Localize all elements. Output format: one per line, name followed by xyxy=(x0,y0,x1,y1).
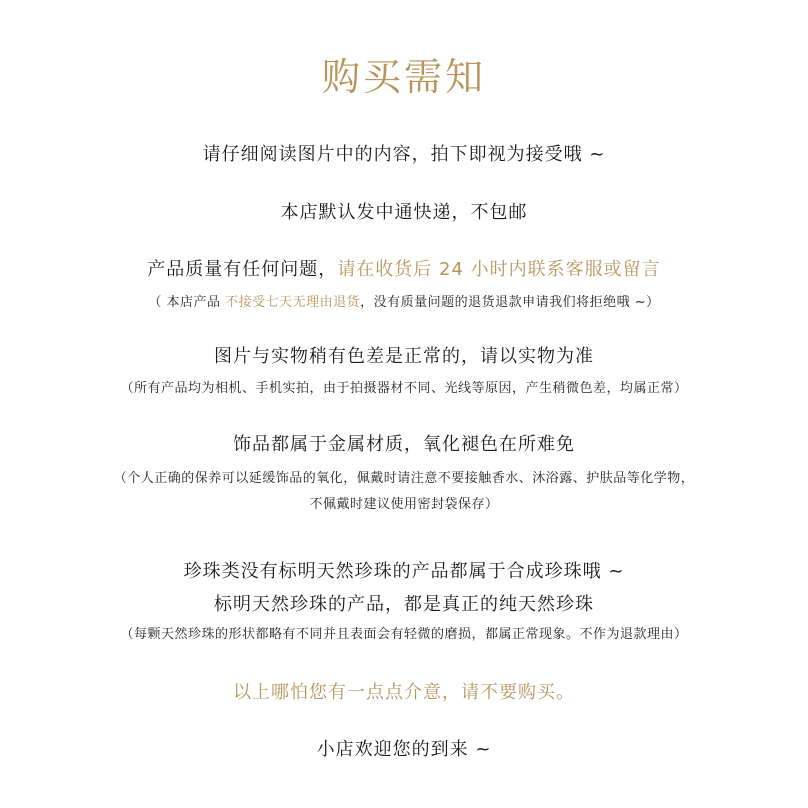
notice-shipping: 本店默认发中通快递，不包邮 xyxy=(280,202,528,223)
notice-quality-issue xyxy=(0,261,808,279)
note-no-return-pre: （ 本店产品 xyxy=(148,295,226,310)
notice-metal-oxidation: 饰品都属于金属材质，氧化褪色在所难免 xyxy=(233,434,575,455)
notice-pearl-natural: 标明天然珍珠的产品，都是真正的纯天然珍珠 xyxy=(214,594,594,615)
notice-quality-issue-highlight: 请在收货后 24 小时内联系客服或留言 xyxy=(337,259,661,280)
notice-pearl-synthetic: 珍珠类没有标明天然珍珠的产品都属于合成珍珠哦 ~ xyxy=(183,561,625,582)
note-metal-care-1: （个人正确的保养可以延缓饰品的氧化，佩戴时请注意不要接触香水、沐浴露、护肤品等化学物， xyxy=(113,471,695,486)
page-title: 购买需知 xyxy=(321,55,486,99)
note-metal-care-2: 不佩戴时建议使用密封袋保存） xyxy=(309,497,499,512)
note-no-return xyxy=(0,296,808,309)
notice-do-not-buy: 以上哪怕您有一点点介意，请不要购买。 xyxy=(233,682,575,703)
notice-welcome: 小店欢迎您的到来 ~ xyxy=(316,739,492,760)
notice-color-difference: 图片与实物稍有色差是正常的，请以实物为准 xyxy=(214,346,594,367)
note-no-return-highlight: 不接受七天无理由退货 xyxy=(225,295,361,310)
notice-quality-issue-text: 产品质量有任何问题， xyxy=(147,259,338,280)
note-pearl: （每颗天然珍珠的形状都略有不同并且表面会有轻微的磨损，都属正常现象。不作为退款理由） xyxy=(120,627,688,642)
note-no-return-post: ，没有质量问题的退货退款申请我们将拒绝哦 ~） xyxy=(360,295,660,310)
notice-read-carefully: 请仔细阅读图片中的内容，拍下即视为接受哦 ~ xyxy=(202,144,606,165)
note-color-difference: （所有产品均为相机、手机实拍，由于拍摄器材不同、光线等原因，产生稍微色差，均属正常） xyxy=(120,381,688,396)
